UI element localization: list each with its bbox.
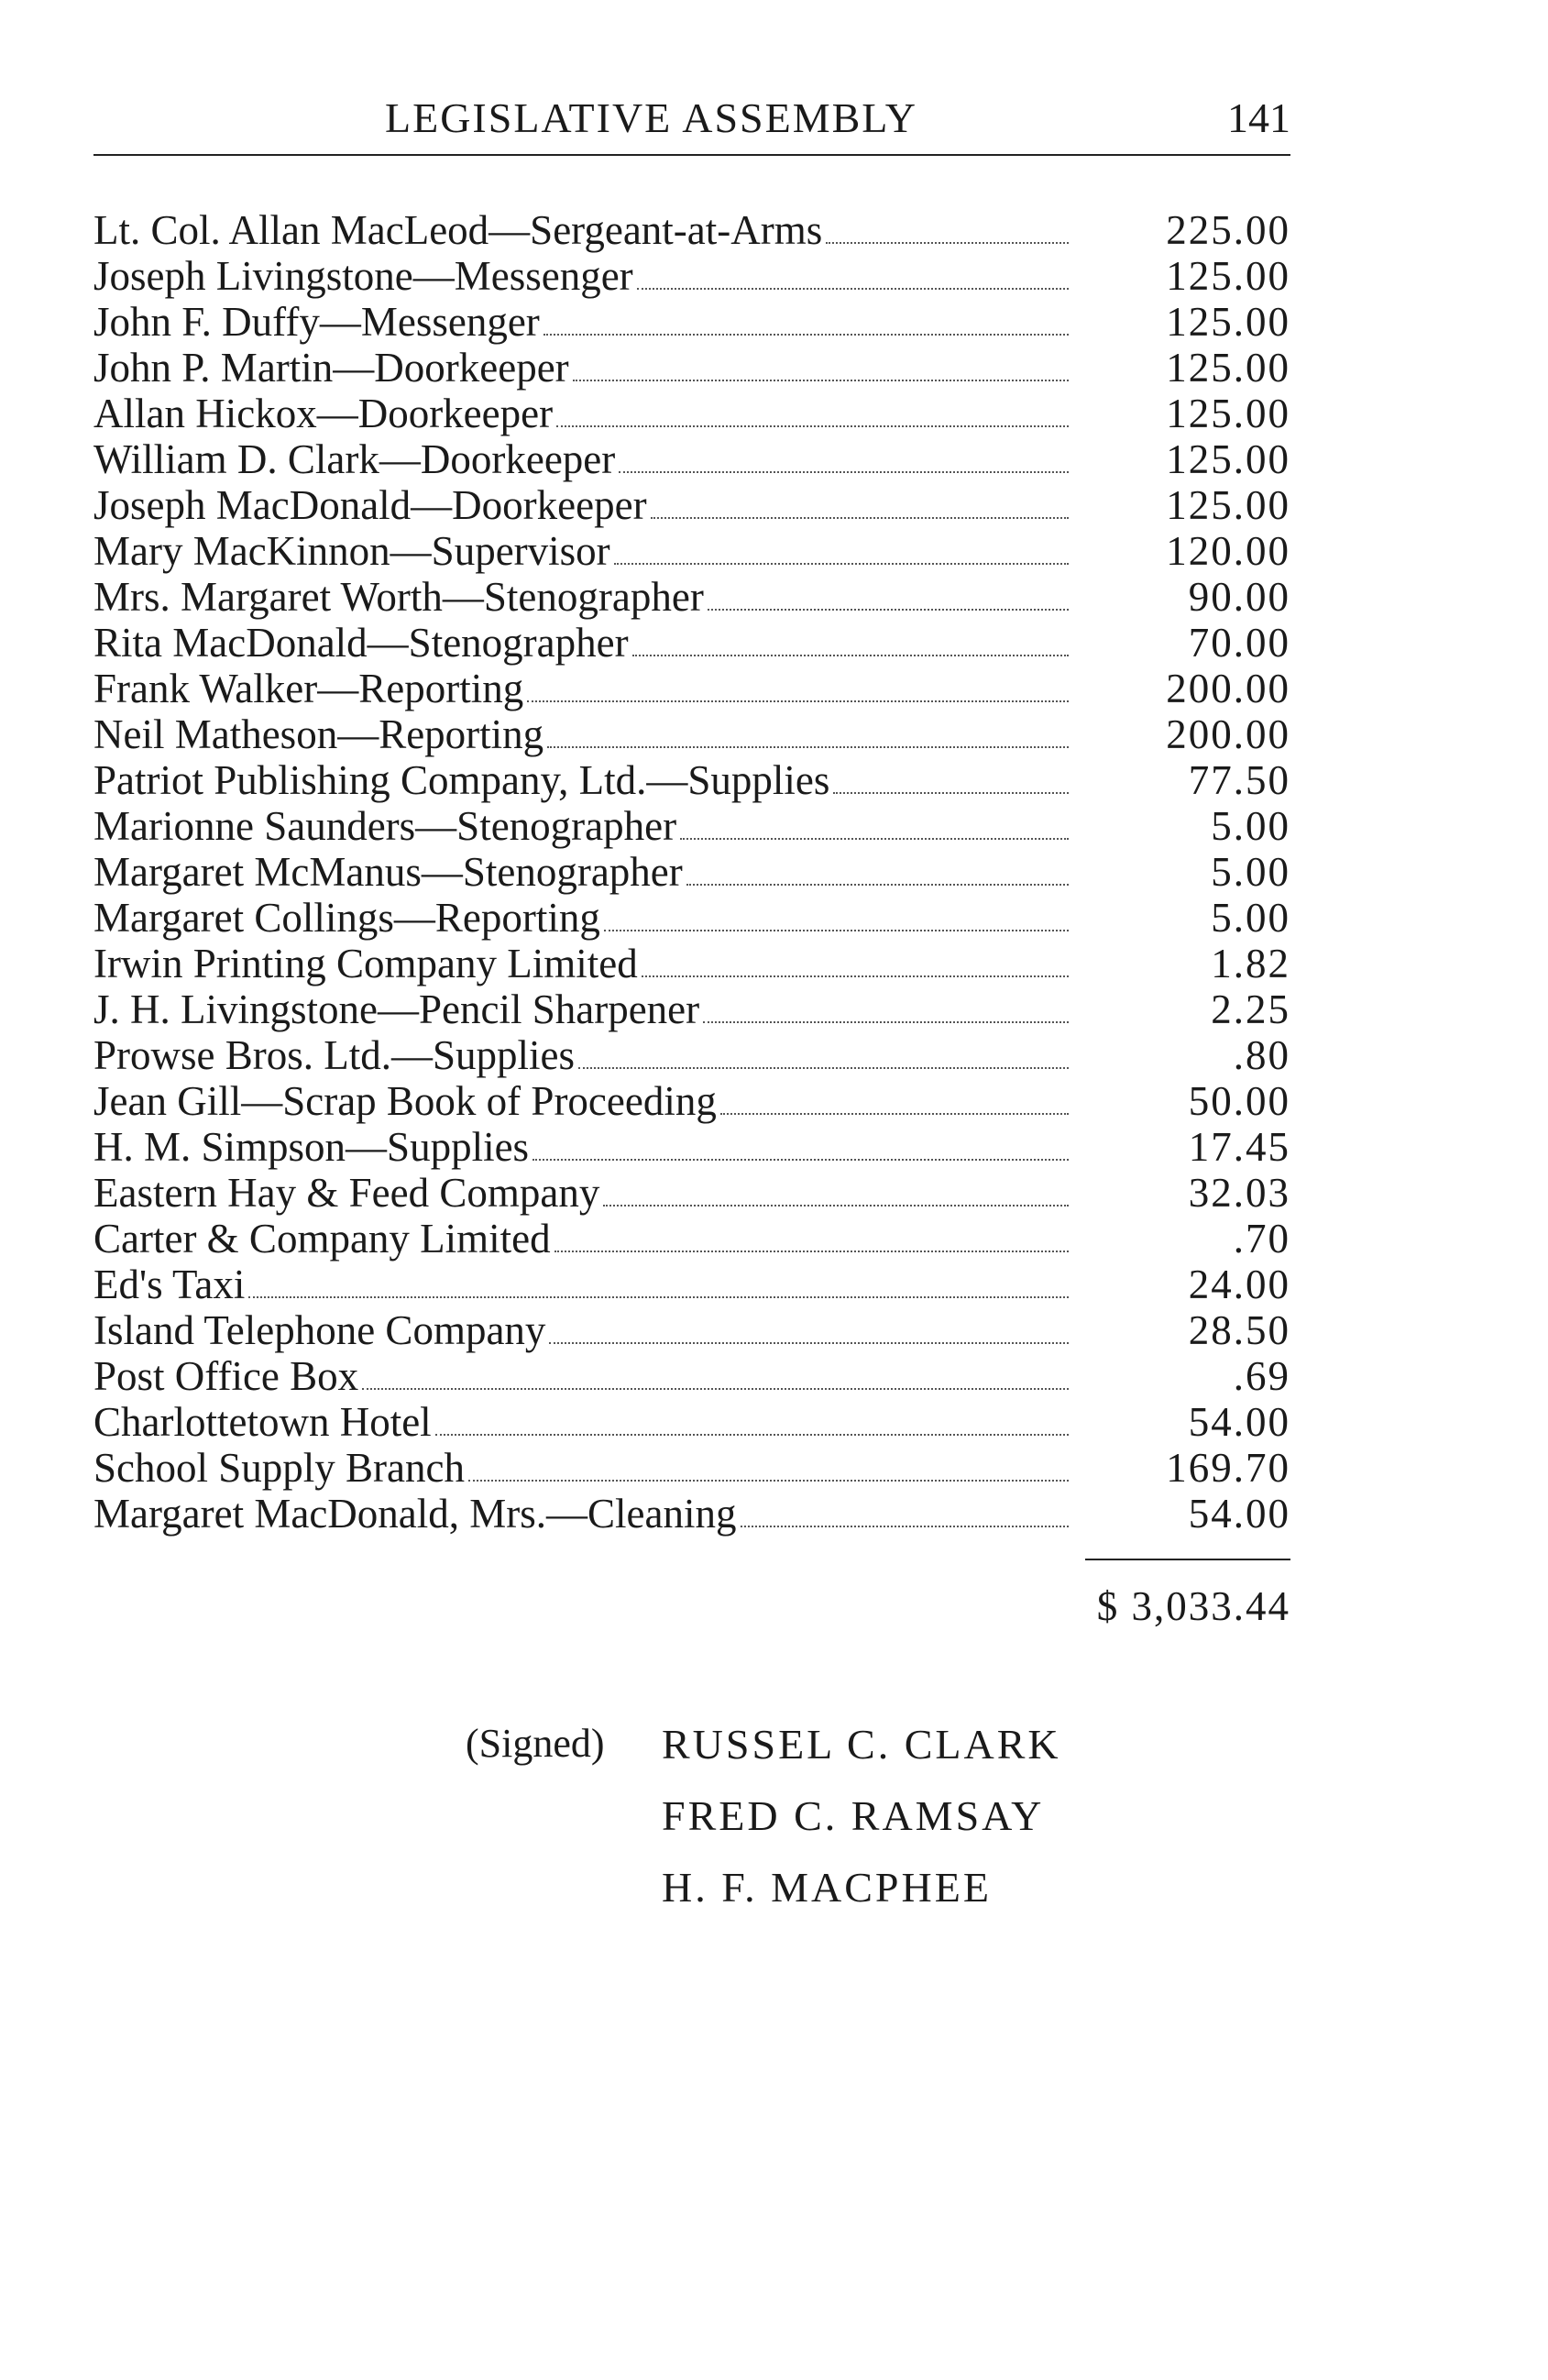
page-title: LEGISLATIVE ASSEMBLY — [385, 94, 918, 141]
entry-amount: 5.00 — [1211, 849, 1290, 895]
list-item — [93, 574, 1290, 620]
entry-amount: 24.00 — [1188, 1262, 1290, 1307]
entry-name: J. H. Livingstone—Pencil Sharpener — [93, 986, 700, 1032]
list-item — [93, 1399, 1290, 1445]
page-number: 141 — [1227, 94, 1290, 141]
entry-name: H. M. Simpson—Supplies — [93, 1124, 530, 1170]
dot-leader — [632, 655, 1069, 656]
dot-leader — [543, 334, 1069, 336]
list-item — [93, 528, 1290, 574]
entry-amount: 5.00 — [1211, 895, 1290, 941]
entry-amount: 28.50 — [1188, 1307, 1290, 1353]
entry-amount: 200.00 — [1166, 666, 1290, 711]
entry-name: Eastern Hay & Feed Company — [93, 1170, 600, 1216]
entry-amount: 125.00 — [1166, 391, 1290, 436]
dot-leader — [619, 471, 1069, 473]
dot-leader — [642, 975, 1069, 977]
dot-leader — [578, 1067, 1069, 1069]
entry-name: Ed's Taxi — [93, 1262, 246, 1307]
entry-name: Jean Gill—Scrap Book of Proceeding — [93, 1078, 717, 1124]
expense-list — [93, 207, 1290, 1537]
list-item — [93, 1445, 1290, 1491]
dot-leader — [703, 1021, 1069, 1023]
list-item — [93, 1078, 1290, 1124]
list-item — [93, 1307, 1290, 1353]
entry-amount: 2.25 — [1211, 986, 1290, 1032]
list-item — [93, 345, 1290, 391]
list-item — [93, 391, 1290, 436]
dot-leader — [547, 746, 1069, 748]
entry-amount: .70 — [1233, 1216, 1290, 1262]
entry-amount: 1.82 — [1211, 941, 1290, 986]
dot-leader — [527, 700, 1069, 702]
dot-leader — [549, 1342, 1069, 1344]
entry-amount: 54.00 — [1188, 1399, 1290, 1445]
list-item — [93, 941, 1290, 986]
entry-amount: 125.00 — [1166, 345, 1290, 391]
entry-name: Carter & Company Limited — [93, 1216, 551, 1262]
entry-amount: 77.50 — [1188, 757, 1290, 803]
list-item — [93, 986, 1290, 1032]
dot-leader — [603, 1205, 1069, 1207]
entry-amount: 169.70 — [1166, 1445, 1290, 1491]
dot-leader — [680, 838, 1069, 840]
entry-amount: 125.00 — [1166, 436, 1290, 482]
entry-name: Island Telephone Company — [93, 1307, 546, 1353]
dot-leader — [651, 517, 1069, 519]
list-item — [93, 436, 1290, 482]
page-header — [93, 90, 1290, 156]
dot-leader — [573, 380, 1069, 381]
dot-leader — [720, 1113, 1069, 1115]
list-item — [93, 1353, 1290, 1399]
entry-name: Frank Walker—Reporting — [93, 666, 524, 711]
entry-amount: 200.00 — [1166, 711, 1290, 757]
entry-name: Joseph MacDonald—Doorkeeper — [93, 482, 647, 528]
list-item — [93, 711, 1290, 757]
entry-amount: 90.00 — [1188, 574, 1290, 620]
entry-amount: 5.00 — [1211, 803, 1290, 849]
entry-name: John F. Duffy—Messenger — [93, 299, 540, 345]
list-item — [93, 1124, 1290, 1170]
dot-leader — [708, 609, 1069, 611]
dot-leader — [362, 1388, 1069, 1390]
list-item — [93, 299, 1290, 345]
list-item — [93, 666, 1290, 711]
entry-name: Rita MacDonald—Stenographer — [93, 620, 629, 666]
list-item — [93, 620, 1290, 666]
entry-name: Lt. Col. Allan MacLeod—Sergeant-at-Arms — [93, 207, 823, 253]
list-item — [93, 849, 1290, 895]
entry-name: Irwin Printing Company Limited — [93, 941, 638, 986]
total-rule — [1085, 1559, 1290, 1560]
dot-leader — [614, 563, 1069, 565]
entry-name: Prowse Bros. Ltd.—Supplies — [93, 1032, 576, 1078]
entry-amount: 125.00 — [1166, 482, 1290, 528]
entry-amount: 70.00 — [1188, 620, 1290, 666]
dot-leader — [435, 1434, 1069, 1436]
dot-leader — [468, 1480, 1069, 1482]
entry-amount: .69 — [1233, 1353, 1290, 1399]
signed-label: (Signed) — [466, 1721, 605, 1766]
entry-amount: 32.03 — [1188, 1170, 1290, 1216]
entry-name: Allan Hickox—Doorkeeper — [93, 391, 554, 436]
entry-amount: 120.00 — [1166, 528, 1290, 574]
entry-name: Marionne Saunders—Stenographer — [93, 803, 677, 849]
entry-name: William D. Clark—Doorkeeper — [93, 436, 616, 482]
dot-leader — [532, 1159, 1069, 1161]
signatory-name: H. F. MACPHEE — [662, 1864, 992, 1911]
entry-amount: 17.45 — [1188, 1124, 1290, 1170]
entry-name: Margaret Collings—Reporting — [93, 895, 600, 941]
entry-amount: 225.00 — [1166, 207, 1290, 253]
entry-name: Mrs. Margaret Worth—Stenographer — [93, 574, 704, 620]
signatory-name: RUSSEL C. CLARK — [662, 1721, 1061, 1768]
dot-leader — [248, 1296, 1069, 1298]
entry-name: John P. Martin—Doorkeeper — [93, 345, 569, 391]
entry-name: Neil Matheson—Reporting — [93, 711, 544, 757]
list-item — [93, 1262, 1290, 1307]
list-item — [93, 253, 1290, 299]
dot-leader — [826, 242, 1069, 244]
list-item — [93, 482, 1290, 528]
dot-leader — [556, 425, 1069, 427]
entry-name: Margaret MacDonald, Mrs.—Cleaning — [93, 1491, 737, 1537]
list-item — [93, 1032, 1290, 1078]
dot-leader — [833, 792, 1069, 794]
entry-amount: 54.00 — [1188, 1491, 1290, 1537]
entry-name: Post Office Box — [93, 1353, 359, 1399]
list-item — [93, 803, 1290, 849]
dot-leader — [637, 288, 1069, 290]
entry-amount: 125.00 — [1166, 253, 1290, 299]
signatory-name: FRED C. RAMSAY — [662, 1792, 1045, 1839]
entry-name: Joseph Livingstone—Messenger — [93, 253, 633, 299]
entry-amount: 125.00 — [1166, 299, 1290, 345]
entry-name: Mary MacKinnon—Supervisor — [93, 528, 610, 574]
entry-amount: .80 — [1233, 1032, 1290, 1078]
dot-leader — [604, 930, 1069, 931]
entry-name: Margaret McManus—Stenographer — [93, 849, 683, 895]
dot-leader — [741, 1526, 1070, 1527]
list-item — [93, 207, 1290, 253]
entry-name: Patriot Publishing Company, Ltd.—Supplies — [93, 757, 830, 803]
entry-amount: 50.00 — [1188, 1078, 1290, 1124]
entry-name: Charlottetown Hotel — [93, 1399, 432, 1445]
entry-name: School Supply Branch — [93, 1445, 465, 1491]
dot-leader — [686, 884, 1069, 886]
total-amount: $ 3,033.44 — [1096, 1583, 1290, 1629]
dot-leader — [554, 1251, 1069, 1252]
list-item — [93, 1170, 1290, 1216]
list-item — [93, 1491, 1290, 1537]
list-item — [93, 895, 1290, 941]
list-item — [93, 757, 1290, 803]
list-item — [93, 1216, 1290, 1262]
